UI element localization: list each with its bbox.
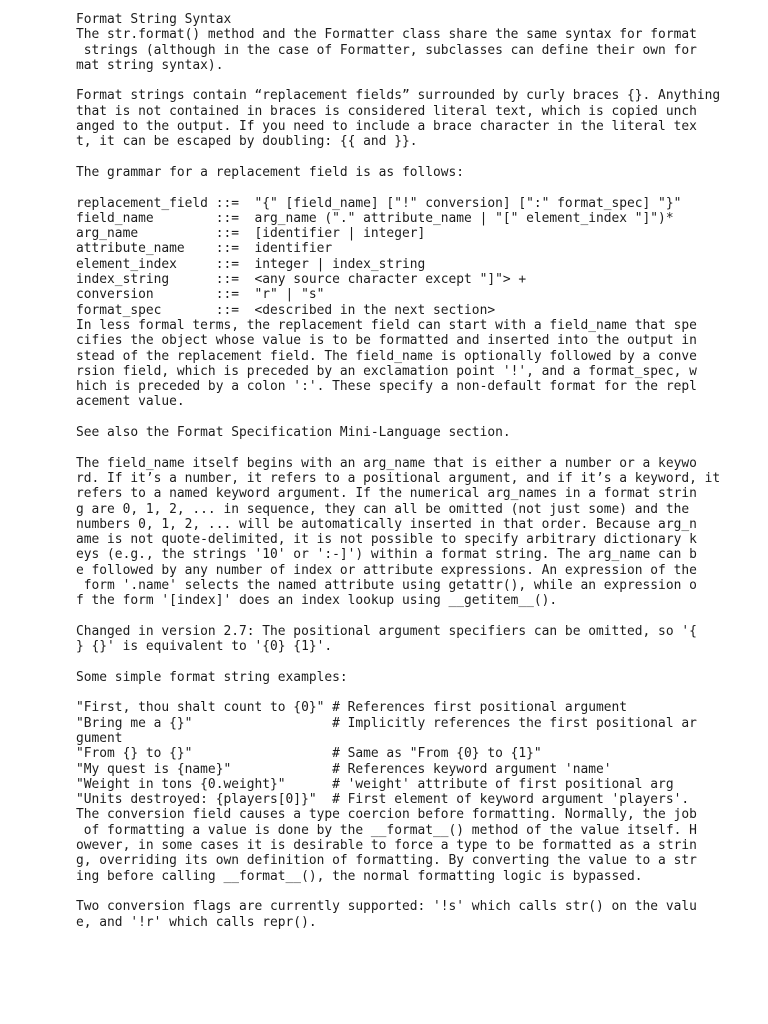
text-line: of formatting a value is done by the __format__() method of the value itself. H xyxy=(76,822,697,838)
text-line: The conversion field causes a type coercion before formatting. Normally, the job xyxy=(76,807,697,823)
text-line xyxy=(76,150,756,165)
text-line: owever, in some cases it is desirable to force a type to be formatted as a strin xyxy=(76,838,697,854)
text-line: mat string syntax). xyxy=(76,57,224,73)
text-line: acement value. xyxy=(76,394,185,410)
text-line: "From {} to {}" # Same as "From {0} to {1}" xyxy=(76,746,542,762)
text-line: rsion field, which is preceded by an exclamation point '!', and a format_spec, w xyxy=(76,363,697,379)
text-line: Two conversion flags are currently supported: '!s' which calls str() on the valu xyxy=(76,899,697,915)
text-line: refers to a named keyword argument. If the numerical arg_names in a format strin xyxy=(76,486,697,502)
text-line: The str.format() method and the Formatter class share the same syntax for format xyxy=(76,27,697,43)
text-line: ing before calling __format__(), the normal formatting logic is bypassed. xyxy=(76,868,643,884)
text-line: element_index ::= integer | index_string xyxy=(76,256,426,272)
text-line xyxy=(76,685,756,700)
text-line: "Bring me a {}" # Implicitly references the first positional ar xyxy=(76,715,697,731)
text-line: See also the Format Specification Mini-Language section. xyxy=(76,425,511,441)
text-line: cifies the object whose value is to be formatted and inserted into the output in xyxy=(76,333,697,349)
text-line: gument xyxy=(76,730,123,746)
text-line: g are 0, 1, 2, ... in sequence, they can all be omitted (not just some) and the xyxy=(76,501,690,517)
text-line: replacement_field ::= "{" [field_name] ["!" conversion] [":" format_spec] "}" xyxy=(76,195,682,211)
text-line: that is not contained in braces is considered literal text, which is copied unch xyxy=(76,103,697,119)
text-line: Format strings contain “replacement fields” surrounded by curly braces {}. Anything xyxy=(76,88,721,104)
text-line: hich is preceded by a colon ':'. These specify a non-default format for the repl xyxy=(76,379,697,395)
text-line xyxy=(76,884,756,899)
text-line: field_name ::= arg_name ("." attribute_name | "[" element_index "]")* xyxy=(76,210,674,226)
text-line: "First, thou shalt count to {0}" # References first positional argument xyxy=(76,700,628,716)
text-line xyxy=(76,654,756,669)
text-line: "Weight in tons {0.weight}" # 'weight' attribute of first positional arg xyxy=(76,776,674,792)
text-line: format_spec ::= <described in the next section> xyxy=(76,302,496,318)
text-line: The field_name itself begins with an arg_name that is either a number or a keywo xyxy=(76,455,697,471)
text-line: stead of the replacement field. The field_name is optionally followed by a conve xyxy=(76,348,697,364)
text-line: "Units destroyed: {players[0]}" # First element of keyword argument 'players'. xyxy=(76,792,690,808)
text-line: Some simple format string examples: xyxy=(76,669,348,685)
text-line: } {}' is equivalent to '{0} {1}'. xyxy=(76,639,333,655)
text-line: index_string ::= <any source character except "]"> + xyxy=(76,272,527,288)
text-line: anged to the output. If you need to include a brace character in the literal tex xyxy=(76,119,697,135)
text-line: arg_name ::= [identifier | integer] xyxy=(76,226,426,242)
text-line: In less formal terms, the replacement field can start with a field_name that spe xyxy=(76,317,697,333)
text-line: strings (although in the case of Formatter, subclasses can define their own for xyxy=(76,42,697,58)
text-line: g, overriding its own definition of formatting. By converting the value to a str xyxy=(76,853,697,869)
text-line: eys (e.g., the strings '10' or ':-]') within a format string. The arg_name can b xyxy=(76,547,697,563)
text-line: "My quest is {name}" # References keyword argument 'name' xyxy=(76,761,612,777)
text-line: e, and '!r' which calls repr(). xyxy=(76,914,317,930)
text-line xyxy=(76,73,756,88)
text-line: e followed by any number of index or attribute expressions. An expression of the xyxy=(76,562,697,578)
text-line: rd. If it’s a number, it refers to a positional argument, and if it’s a keyword, it xyxy=(76,470,721,486)
document-page xyxy=(76,12,756,930)
document-title: Format String Syntax xyxy=(76,12,232,27)
text-line xyxy=(76,180,756,195)
text-line: numbers 0, 1, 2, ... will be automatically inserted in that order. Because arg_n xyxy=(76,516,697,532)
text-line: attribute_name ::= identifier xyxy=(76,241,333,257)
text-line: t, it can be escaped by doubling: {{ and }}. xyxy=(76,134,418,150)
text-line: ame is not quote-delimited, it is not possible to specify arbitrary dictionary k xyxy=(76,532,697,548)
text-line: conversion ::= "r" | "s" xyxy=(76,287,325,303)
text-line xyxy=(76,410,756,425)
text-line: form '.name' selects the named attribute using getattr(), while an expression o xyxy=(76,577,697,593)
text-line: f the form '[index]' does an index lookup using __getitem__(). xyxy=(76,593,558,609)
text-line: The grammar for a replacement field is as follows: xyxy=(76,164,465,180)
text-line: Changed in version 2.7: The positional argument specifiers can be omitted, so '{ xyxy=(76,623,697,639)
text-line xyxy=(76,609,756,624)
text-line xyxy=(76,440,756,455)
